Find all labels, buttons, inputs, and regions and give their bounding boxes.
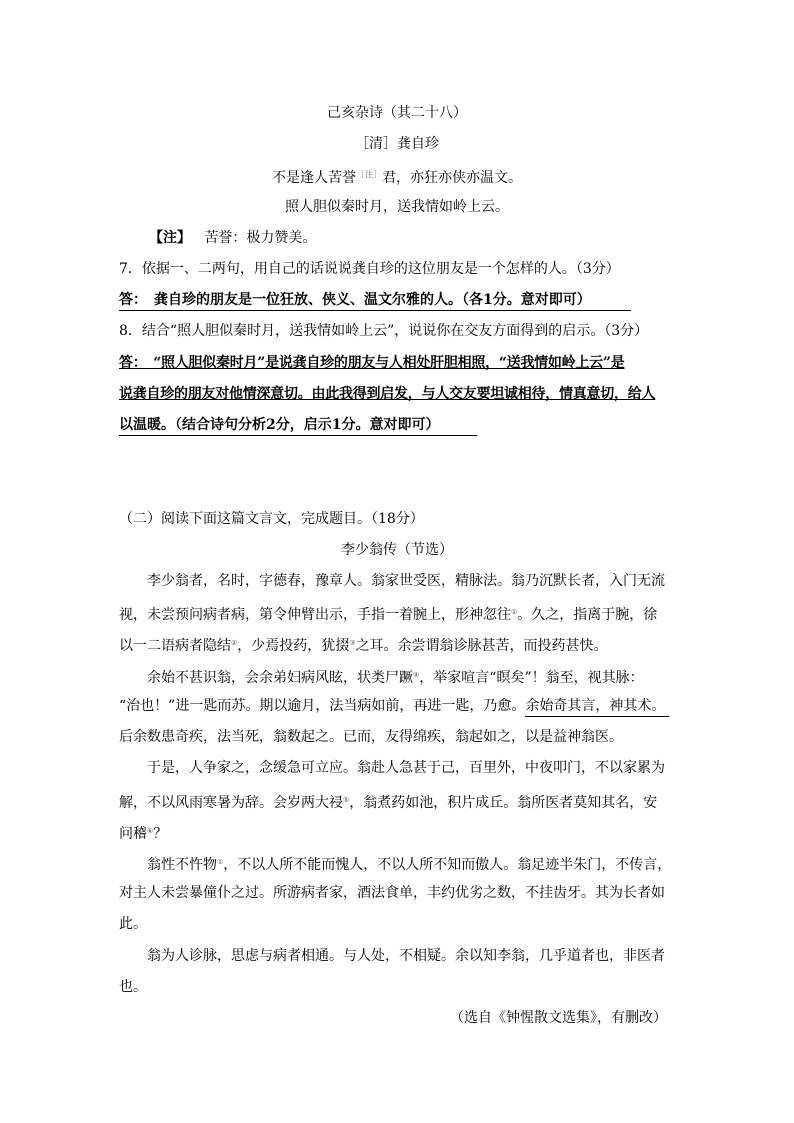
poem-line-1: 不是逢人苦誉$^{[注]}$君，亦狂亦侠亦温文。 (272, 170, 522, 186)
footnote-marker: ② (231, 639, 238, 647)
footnote-marker: ⑥ (147, 827, 154, 835)
footnote-marker: ① (217, 858, 224, 866)
underlined-sentence: 余始奇其言，神其术。 (525, 696, 669, 717)
question-7: 7．依据一、二两句，用自己的话说说龚自珍的这位朋友是一个怎样的人。（3分） (119, 261, 620, 277)
footnote-marker: ① (511, 608, 518, 616)
poem-title: 己亥杂诗（其二十八） (327, 105, 467, 121)
footnote-marker: ③ (349, 639, 356, 647)
passage-title: 李少翁传（节选） (341, 542, 453, 558)
p2-line-3: 后余数患奇疾，法当死，翁数起之。已而，友得绵疾，翁起如之，以是益神翁医。 (119, 729, 623, 745)
p3-line-2: 解，不以风雨寒暑为辞。会岁两大祲⑤，翁煮药如池，积片成丘。翁所医者莫知其名，安 (119, 795, 658, 811)
poem-author: ［清］龚自珍 (355, 136, 439, 152)
p1-line-3: 以一二语病者隐结②，少焉投药，犹掇③之耳。余尝谓翁诊脉甚苦，而投药甚快。 (119, 638, 608, 654)
p5-line-1: 翁为人诊脉，思虑与病者相通。与人处，不相疑。余以知李翁，几乎道者也，非医者 (147, 948, 665, 964)
note-label: 【注】 (149, 230, 191, 246)
passage-source: （选自《钟惺散文选集》，有删改） (450, 1010, 667, 1026)
p5-line-2: 也。 (119, 979, 147, 995)
note-marker: ［注］ (357, 170, 381, 179)
answer-8-line-2: 说龚自珍的朋友对他情深意切。由此我得到启发，与人交友要坦诚相待，情真意切，给人 (119, 386, 656, 402)
poem-note (149, 228, 316, 248)
p3-line-3: 问稽⑥？ (119, 826, 168, 842)
p4-line-2: 对主人未尝暴僮仆之过。所游病者家，酒法食单，丰约优劣之数，不挂齿牙。其为长者如 (119, 885, 665, 901)
answer-7: 答： 龚自珍的朋友是一位狂放、侠义、温文尔雅的人。（各1分。意对即可） (119, 290, 631, 311)
footnote-marker: ⑤ (343, 796, 350, 804)
p1-line-1: 李少翁者，名时，字德春，豫章人。翁家世受医，精脉法。翁乃沉默长者，入门无流 (147, 573, 665, 589)
p2-line-2: “治也！”进一匙而苏。期以逾月，法当病如前，再进一匙，乃愈。余始奇其言，神其术。 (119, 696, 669, 717)
p4-line-3: 此。 (119, 916, 147, 932)
question-8: 8．结合“照人胆似秦时月，送我情如岭上云”，说说你在交友方面得到的启示。（3分） (119, 323, 649, 339)
section-2-intro: （二）阅读下面这篇文言文，完成题目。（18分） (119, 511, 424, 527)
p2-line-1: 余始不甚识翁，会余弟妇病风眩，状类尸蹶④，举家喧言“瞑矣”！翁至，视其脉： (147, 670, 644, 686)
footnote-marker: ④ (413, 671, 420, 679)
p4-line-1: 翁性不忤物①，不以人所不能而愧人，不以人所不知而傲人。翁足迹半朱门，不传言， (147, 857, 672, 873)
p3-line-1: 于是，人争家之，念缓急可立应。翁赴人急甚于己，百里外，中夜叩门，不以家累为 (147, 760, 665, 776)
poem-line-2: 照人胆似秦时月，送我情如岭上云。 (285, 199, 509, 215)
answer-8-line-1: 答： “照人胆似秦时月”是说龚自珍的朋友与人相处肝胆相照，“送我情如岭上云”是 (119, 355, 625, 371)
note-text: 苦誉：极力赞美。 (204, 230, 317, 246)
p1-line-2: 视，未尝预问病者病，第令伸臂出示，手指一着腕上，形神忽往①。久之，指离于腕，徐 (119, 607, 658, 623)
answer-8-line-3: 以温暖。（结合诗句分析2分，启示1分。意对即可） (119, 415, 477, 436)
